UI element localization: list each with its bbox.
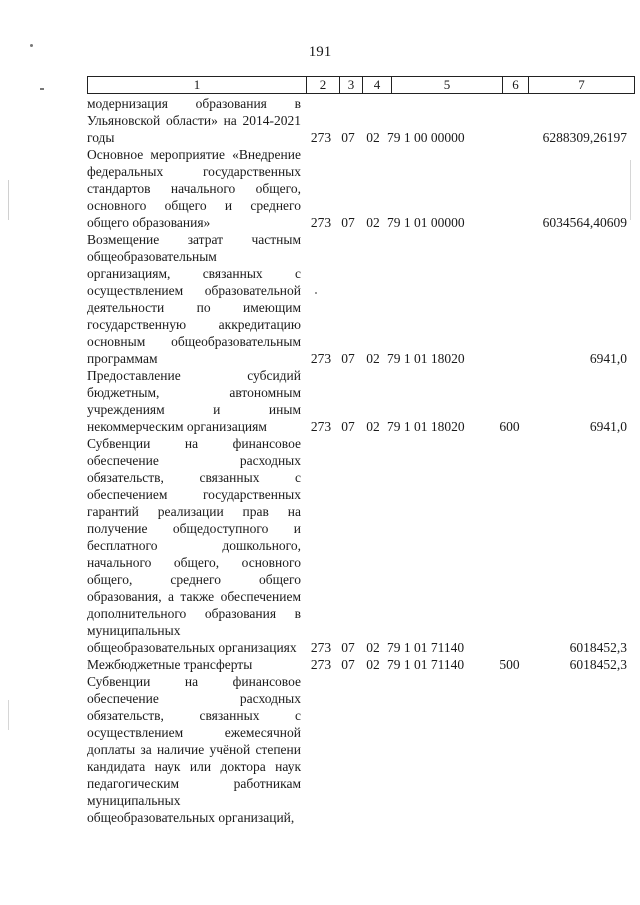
row-description: Субвенции на финансовое обеспечение расходных обязательств, связанных с обеспечением государственных гарантий реализации прав на получение общедоступного и бесплатного дошкольного, начального общего, основного общего, среднего общего образования, а также обеспечением дополнительного образования в муниципальных общеобразовательных организациях: [87, 436, 301, 655]
row-code-target: 79 1 00 00000: [387, 130, 465, 145]
scan-artifact: [40, 88, 44, 90]
scan-artifact: [315, 292, 317, 294]
table-row: [87, 146, 627, 231]
row-code-expense-type: [497, 435, 522, 656]
row-code-section: 07: [341, 351, 355, 366]
table-row: [87, 231, 627, 367]
table-row: [87, 673, 627, 826]
row-code-expense-type: [497, 95, 522, 146]
scan-artifact: [8, 700, 9, 730]
row-code-target: 79 1 01 71140: [387, 657, 465, 672]
table-row: [87, 435, 627, 656]
row-code-expense-type: [497, 673, 522, 826]
row-code-subsection: 02: [366, 657, 380, 672]
column-header-1: 1: [88, 77, 307, 94]
column-header-2: 2: [307, 77, 340, 94]
column-header-7: 7: [529, 77, 635, 94]
row-code-target: 79 1 01 18020: [387, 419, 465, 434]
scan-artifact: [630, 160, 631, 220]
scan-artifact: [8, 180, 9, 220]
row-code-section: 07: [341, 130, 355, 145]
row-code-section: 07: [341, 419, 355, 434]
row-code-ministry: 273: [310, 640, 332, 655]
row-code-section: [337, 673, 359, 826]
column-header-4: 4: [363, 77, 392, 94]
row-code-ministry: 273: [310, 351, 332, 366]
scan-artifact: [30, 44, 33, 47]
row-amount: 6941,0: [589, 351, 627, 366]
budget-table: [87, 95, 627, 826]
table-row: [87, 656, 627, 673]
row-description: Межбюджетные трансферты: [87, 657, 253, 672]
row-code-subsection: 02: [366, 351, 380, 366]
row-code-target: 79 1 01 18020: [387, 351, 465, 366]
row-code-section: 07: [341, 215, 355, 230]
row-description: Основное мероприятие «Внедрение федеральных государственных стандартов начального общего, основного общего и среднего общего образования»: [87, 147, 301, 230]
row-code-subsection: 02: [366, 640, 380, 655]
row-amount: [522, 673, 627, 826]
row-description: Возмещение затрат частным общеобразовательным организациям, связанных с осуществлением образовательной деятельности по имеющим государственную аккредитацию основным общеобразовательным программам: [87, 232, 301, 366]
row-description: Субвенции на финансовое обеспечение расходных обязательств, связанных с осуществлением ежемесячной доплаты за наличие учёной степени кандидата наук или доктора наук педагогическим работникам муниципальных общеобразовательных организаций,: [87, 674, 301, 825]
row-code-section: 07: [341, 640, 355, 655]
column-header-6: 6: [503, 77, 529, 94]
row-amount: 6018452,3: [569, 657, 627, 672]
row-code-ministry: 273: [310, 215, 332, 230]
row-code-target: 79 1 01 71140: [387, 640, 465, 655]
row-code-ministry: [305, 673, 337, 826]
row-code-subsection: 02: [366, 419, 380, 434]
row-code-ministry: 273: [310, 130, 332, 145]
row-code-expense-type: 500: [499, 657, 520, 672]
column-header-row: [88, 77, 635, 94]
row-amount: 6018452,3: [569, 640, 627, 655]
table-row: [87, 95, 627, 146]
row-amount: 6288309,26197: [542, 130, 627, 145]
row-code-subsection: [359, 673, 387, 826]
page-number: 191: [308, 44, 332, 60]
table-row: [87, 367, 627, 435]
row-code-expense-type: [497, 231, 522, 367]
row-code-expense-type: [497, 146, 522, 231]
column-header-3: 3: [340, 77, 363, 94]
row-code-subsection: 02: [366, 130, 380, 145]
row-code-section: 07: [341, 657, 355, 672]
column-header-table: [87, 76, 635, 94]
row-code-target: [387, 673, 497, 826]
row-code-subsection: 02: [366, 215, 380, 230]
row-code-target: 79 1 01 00000: [387, 215, 465, 230]
row-code-ministry: 273: [310, 419, 332, 434]
row-description: Предоставление субсидий бюджетным, автономным учреждениям и иным некоммерческим организациям: [87, 368, 301, 434]
row-code-ministry: 273: [310, 657, 332, 672]
row-description: модернизация образования в Ульяновской области» на 2014-2021 годы: [87, 96, 301, 145]
row-amount: 6941,0: [589, 419, 627, 434]
column-header-5: 5: [392, 77, 503, 94]
row-amount: 6034564,40609: [542, 215, 627, 230]
row-code-expense-type: 600: [499, 419, 520, 434]
